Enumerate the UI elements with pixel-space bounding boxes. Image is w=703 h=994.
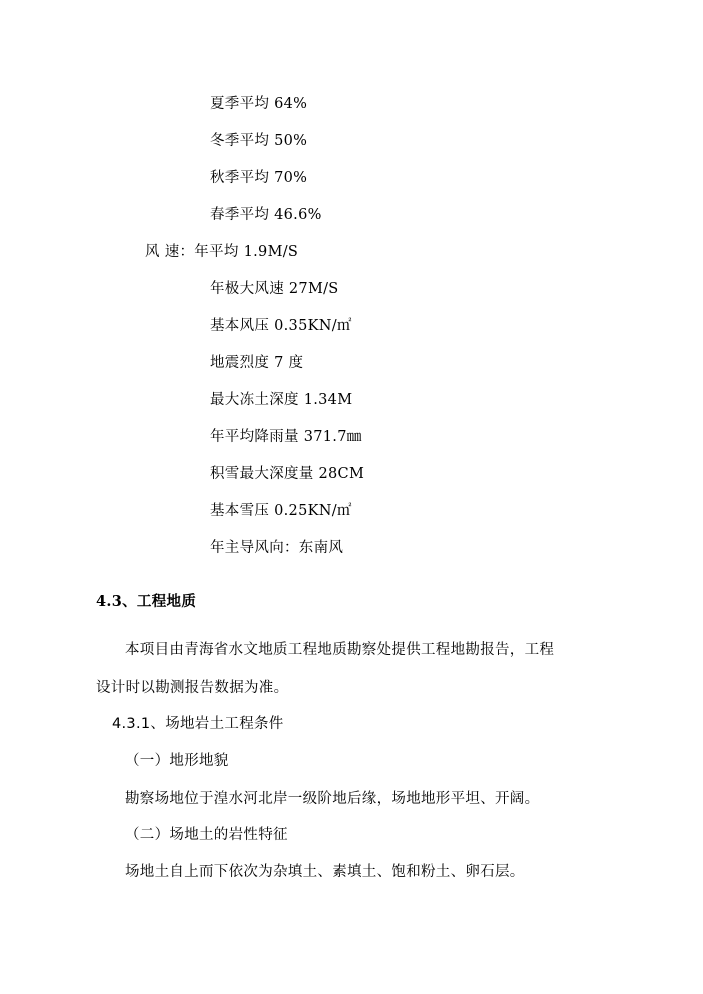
paragraph-line-2: 设计时以勘测报告数据为准。 (96, 680, 289, 696)
wind-speed: 风 速：年平均 1.9M/S (145, 244, 299, 260)
humidity-autumn: 秋季平均 70% (210, 170, 308, 186)
item1-text: 勘察场地位于湟水河北岸一级阶地后缘，场地地形平坦、开阔。 (125, 791, 540, 807)
paragraph-line-1: 本项目由青海省水文地质工程地质勘察处提供工程地勘报告，工程 (125, 642, 555, 658)
humidity-summer: 夏季平均 64% (210, 96, 308, 112)
item2-text: 场地土自上而下依次为杂填土、素填土、饱和粉土、卵石层。 (125, 864, 525, 880)
humidity-spring: 春季平均 46.6% (210, 207, 322, 223)
item1-title: （一）地形地貌 (125, 753, 229, 769)
seismic-intensity: 地震烈度 7 度 (210, 355, 304, 371)
prevailing-wind-direction: 年主导风向：东南风 (210, 540, 344, 556)
annual-rainfall: 年平均降雨量 371.7㎜ (210, 429, 362, 445)
snow-depth: 积雪最大深度量 28CM (210, 466, 365, 482)
humidity-winter: 冬季平均 50% (210, 133, 308, 149)
item2-title: （二）场地土的岩性特征 (125, 827, 288, 843)
section-heading: 4.3、工程地质 (96, 593, 197, 610)
wind-pressure: 基本风压 0.35KN/㎡ (210, 318, 352, 334)
snow-pressure: 基本雪压 0.25KN/㎡ (210, 503, 352, 519)
subsection-title: 4.3.1、场地岩土工程条件 (112, 716, 284, 732)
max-wind-speed: 年极大风速 27M/S (210, 281, 339, 297)
frost-depth: 最大冻土深度 1.34M (210, 392, 353, 408)
